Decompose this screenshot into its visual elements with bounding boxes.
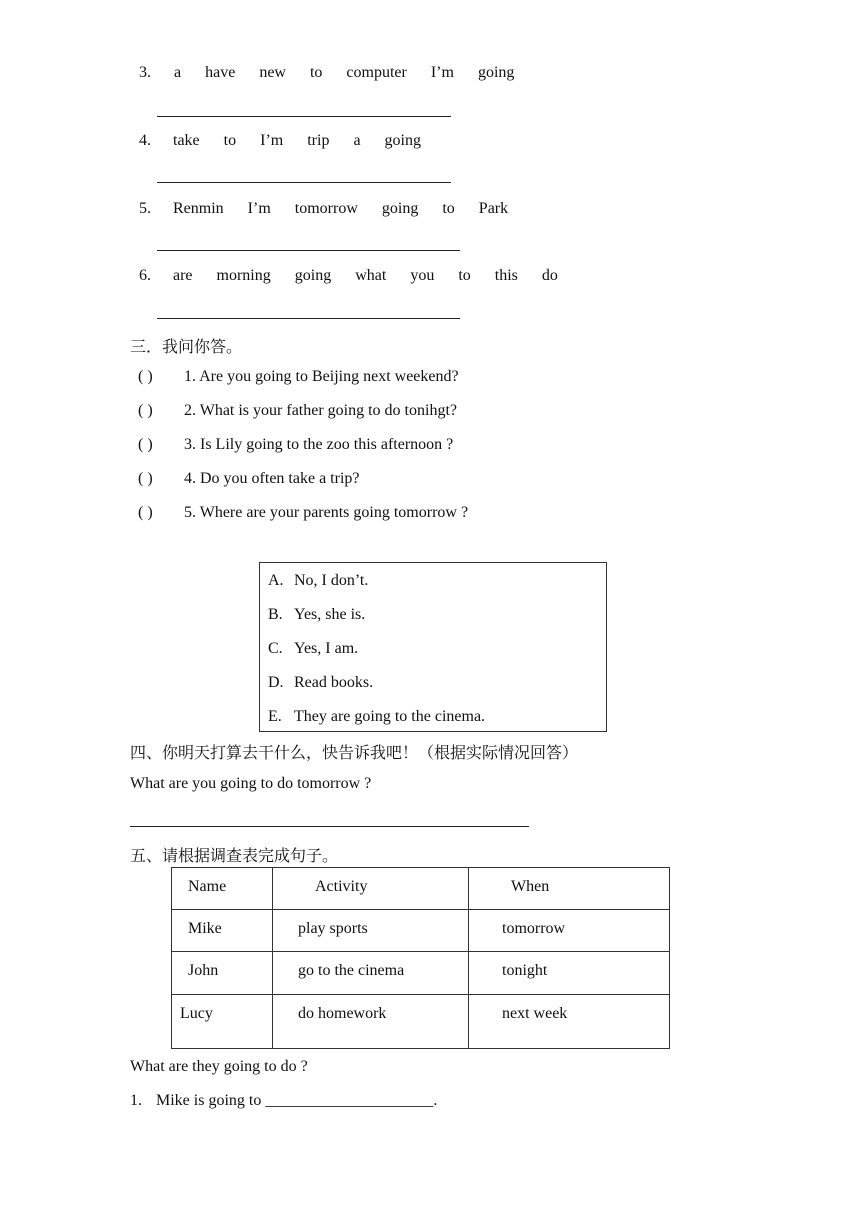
choice-text: Yes, she is.	[294, 606, 366, 623]
word: do	[541, 267, 558, 284]
item-number: 3.	[139, 64, 151, 81]
choice-text: Read books.	[294, 674, 374, 691]
word: Renmin	[173, 200, 224, 217]
header-cell-name: Name	[172, 868, 273, 910]
section-5-prompt: What are they going to do ?	[130, 1058, 308, 1075]
word: have	[205, 64, 236, 81]
table-cell: do homework	[273, 995, 469, 1049]
table-cell: play sports	[273, 910, 469, 952]
choice-e	[268, 708, 485, 726]
choice-c	[268, 640, 358, 658]
word: new	[259, 64, 286, 81]
answer-line[interactable]	[157, 318, 460, 319]
choice-letter: A.	[268, 572, 284, 589]
answer-bracket[interactable]: ( )	[138, 470, 153, 487]
sentence-1	[130, 1092, 437, 1110]
reorder-item-6	[139, 267, 582, 285]
item-number: 5.	[139, 200, 151, 217]
word: you	[410, 267, 435, 284]
word: tomorrow	[294, 200, 358, 217]
word: computer	[346, 64, 407, 81]
word-list	[169, 200, 532, 217]
answer-bracket[interactable]: ( )	[138, 436, 153, 453]
word: going	[384, 132, 421, 149]
answer-line[interactable]	[157, 116, 451, 117]
word: take	[173, 132, 200, 149]
section-3-heading: 三．我问你答。	[130, 339, 243, 356]
word-list	[169, 132, 445, 149]
reorder-item-4	[139, 132, 445, 150]
question-text: 4. Do you often take a trip?	[184, 470, 360, 487]
header-cell-when: When	[469, 868, 670, 910]
word: what	[355, 267, 387, 284]
question-row	[138, 402, 457, 420]
table-cell: Mike	[172, 910, 273, 952]
reorder-item-3	[139, 64, 538, 82]
question-row	[138, 470, 360, 488]
choice-d	[268, 674, 373, 692]
item-number: 6.	[139, 267, 151, 284]
word: to	[223, 132, 237, 149]
word: I’m	[247, 200, 271, 217]
survey-table	[171, 867, 670, 1049]
question-text: 3. Is Lily going to the zoo this afternoon ?	[184, 436, 454, 453]
question-row	[138, 436, 453, 454]
word-list	[170, 64, 538, 81]
answer-choices-box	[259, 562, 607, 732]
word: morning	[216, 267, 271, 284]
table-cell: tonight	[469, 952, 670, 995]
answer-bracket[interactable]: ( )	[138, 504, 153, 521]
table-cell: Lucy	[172, 995, 273, 1049]
choice-b	[268, 606, 365, 624]
answer-bracket[interactable]: ( )	[138, 368, 153, 385]
word: trip	[307, 132, 330, 149]
answer-bracket[interactable]: ( )	[138, 402, 153, 419]
question-text: 5. Where are your parents going tomorrow ?	[184, 504, 469, 521]
word: going	[381, 200, 419, 217]
choice-text: They are going to the cinema.	[294, 708, 486, 725]
answer-line[interactable]	[157, 250, 460, 251]
word: this	[494, 267, 518, 284]
choice-a	[268, 572, 368, 590]
choice-text: No, I don’t.	[294, 572, 369, 589]
choice-letter: D.	[268, 674, 284, 691]
section-5-heading: 五、请根据调查表完成句子。	[130, 848, 339, 865]
table-row	[172, 910, 670, 952]
word: going	[477, 64, 515, 81]
word: going	[294, 267, 332, 284]
item-number: 4.	[139, 132, 151, 149]
answer-line[interactable]	[157, 182, 451, 183]
sentence-text[interactable]: Mike is going to _____________________.	[156, 1092, 438, 1109]
word: to	[458, 267, 471, 284]
table-header-row	[172, 868, 670, 910]
question-text: 2. What is your father going to do tonihgt?	[184, 402, 457, 419]
word: to	[442, 200, 455, 217]
word: a	[353, 132, 361, 149]
answer-line[interactable]	[130, 826, 529, 827]
table-cell: John	[172, 952, 273, 995]
choice-letter: E.	[268, 708, 282, 725]
word: to	[309, 64, 323, 81]
table-row	[172, 995, 670, 1049]
table-row	[172, 952, 670, 995]
table-cell: tomorrow	[469, 910, 670, 952]
section-4-question: What are you going to do tomorrow ?	[130, 775, 372, 792]
choice-text: Yes, I am.	[294, 640, 359, 657]
question-text: 1. Are you going to Beijing next weekend?	[184, 368, 459, 385]
word: I’m	[260, 132, 284, 149]
question-row	[138, 504, 468, 522]
section-4-heading: 四、你明天打算去干什么，快告诉我吧！（根据实际情况回答）	[130, 745, 579, 762]
sentence-number: 1.	[130, 1092, 142, 1109]
table-cell: go to the cinema	[273, 952, 469, 995]
word: Park	[478, 200, 509, 217]
word: I’m	[430, 64, 454, 81]
choice-letter: B.	[268, 606, 283, 623]
word: a	[174, 64, 182, 81]
choice-letter: C.	[268, 640, 283, 657]
word-list	[169, 267, 582, 284]
word: are	[173, 267, 193, 284]
reorder-item-5	[139, 200, 532, 218]
table-cell: next week	[469, 995, 670, 1049]
header-cell-activity: Activity	[273, 868, 469, 910]
question-row	[138, 368, 459, 386]
